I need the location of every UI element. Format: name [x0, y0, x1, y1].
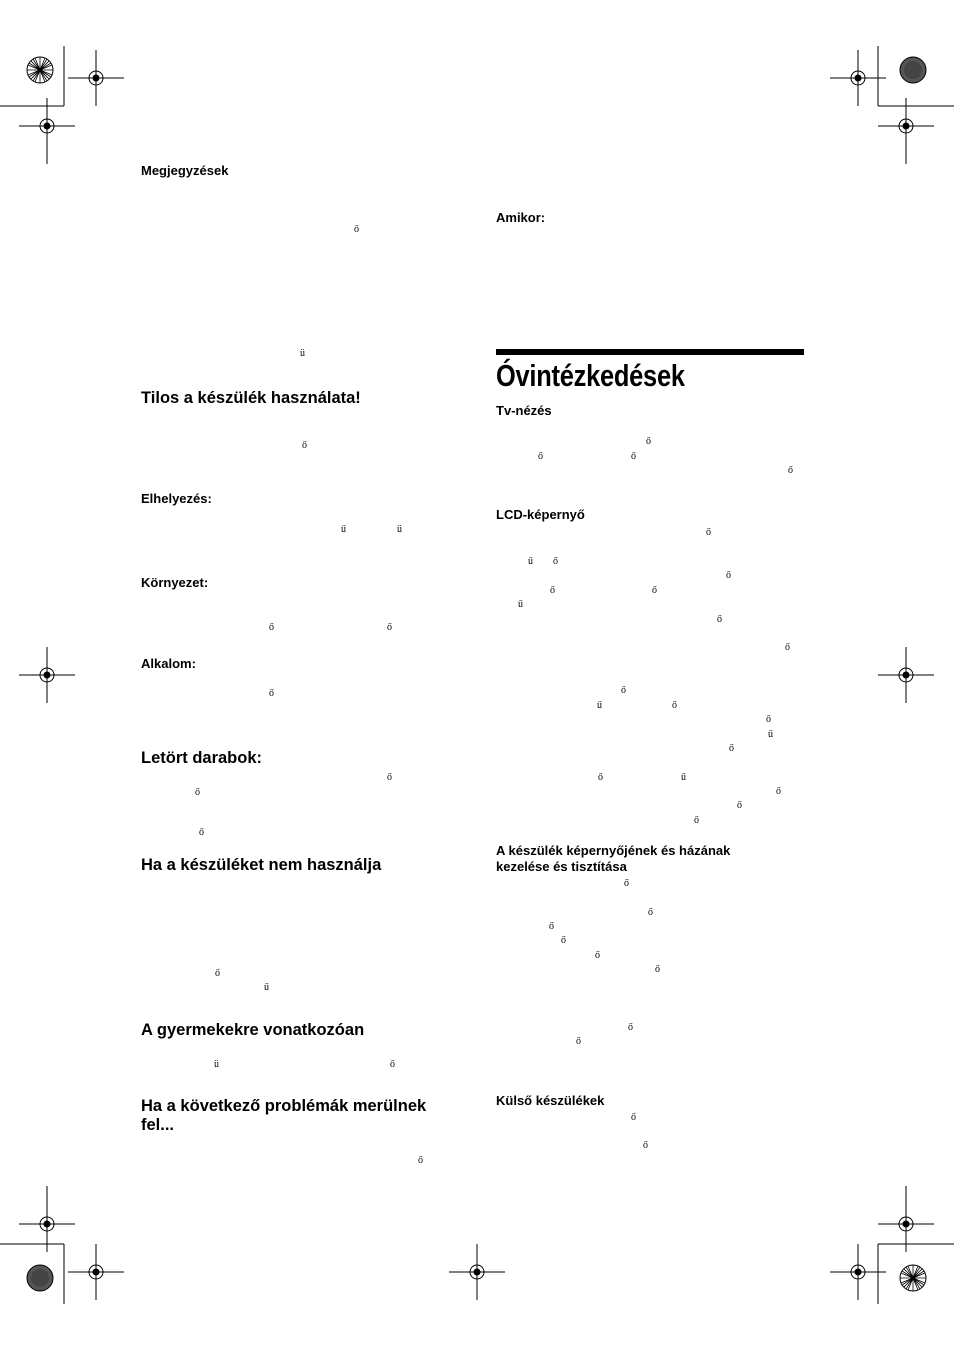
glyph: ő — [595, 950, 600, 961]
glyph: ő — [655, 964, 660, 975]
glyph: ő — [631, 451, 636, 462]
glyph: ü — [397, 524, 402, 535]
glyph: ő — [646, 436, 651, 447]
glyph: ő — [729, 743, 734, 754]
glyph: ő — [538, 451, 543, 462]
glyph: ő — [717, 614, 722, 625]
glyph: ő — [706, 527, 711, 538]
glyph: ő — [737, 800, 742, 811]
glyph: ő — [215, 968, 220, 979]
heading-megjegyzesek: Megjegyzések — [141, 163, 229, 178]
glyph: ő — [624, 878, 629, 889]
glyph: ő — [621, 685, 626, 696]
glyph: ű — [768, 729, 773, 740]
glyph: ő — [694, 815, 699, 826]
heading-kulso: Külső készülékek — [496, 1093, 605, 1108]
glyph: ű — [264, 982, 269, 993]
glyph: ő — [672, 700, 677, 711]
glyph: ő — [354, 224, 359, 235]
glyph: ő — [269, 622, 274, 633]
glyph: ő — [628, 1022, 633, 1033]
glyph: ő — [576, 1036, 581, 1047]
heading-elhelyezes: Elhelyezés: — [141, 491, 212, 506]
glyph: ő — [726, 570, 731, 581]
glyph: ő — [788, 465, 793, 476]
heading-gyermekek: A gyermekekre vonatkozóan — [141, 1021, 365, 1039]
glyph: ü — [214, 1059, 219, 1070]
glyph: ő — [553, 556, 558, 567]
glyph: ő — [776, 786, 781, 797]
heading-kornyezet: Környezet: — [141, 575, 209, 590]
glyph: ő — [785, 642, 790, 653]
glyph: ü — [300, 348, 305, 359]
glyph: ő — [195, 787, 200, 798]
heading-amikor: Amikor: — [496, 210, 546, 225]
glyph: ű — [597, 700, 602, 711]
glyph: ő — [302, 440, 307, 451]
glyph: ő — [561, 935, 566, 946]
title-rule — [496, 349, 804, 355]
heading-letort-darabok: Letört darabok: — [141, 749, 263, 767]
glyph: ő — [598, 772, 603, 783]
glyph: ő — [387, 772, 392, 783]
glyph: ő — [648, 907, 653, 918]
glyph: ő — [269, 688, 274, 699]
glyph: ű — [528, 556, 533, 567]
heading-kepernyo-haz: A készülék képernyőjének és házának kezelése és tisztítása — [496, 843, 731, 874]
heading-lcd: LCD-képernyő — [496, 507, 585, 522]
heading-problemak: Ha a következő problémák merülnek fel... — [141, 1097, 427, 1134]
heading-ha-nem-hasznalja: Ha a készüléket nem használja — [141, 856, 382, 874]
heading-tv-nezes: Tv-nézés — [496, 403, 552, 418]
glyph: ű — [518, 599, 523, 610]
glyph: ő — [549, 921, 554, 932]
glyph: ő — [199, 827, 204, 838]
glyph: ű — [341, 524, 346, 535]
glyph: ő — [418, 1155, 423, 1166]
glyph: ő — [390, 1059, 395, 1070]
glyph: ő — [766, 714, 771, 725]
heading-alkalom: Alkalom: — [141, 656, 196, 671]
glyph: ő — [387, 622, 392, 633]
heading-tilos: Tilos a készülék használata! — [141, 389, 361, 407]
glyph: ő — [652, 585, 657, 596]
glyph: ő — [643, 1140, 648, 1151]
glyph: ű — [681, 772, 686, 783]
glyph: ő — [550, 585, 555, 596]
page-title: Óvintézkedések — [496, 358, 685, 393]
glyph: ő — [631, 1112, 636, 1123]
